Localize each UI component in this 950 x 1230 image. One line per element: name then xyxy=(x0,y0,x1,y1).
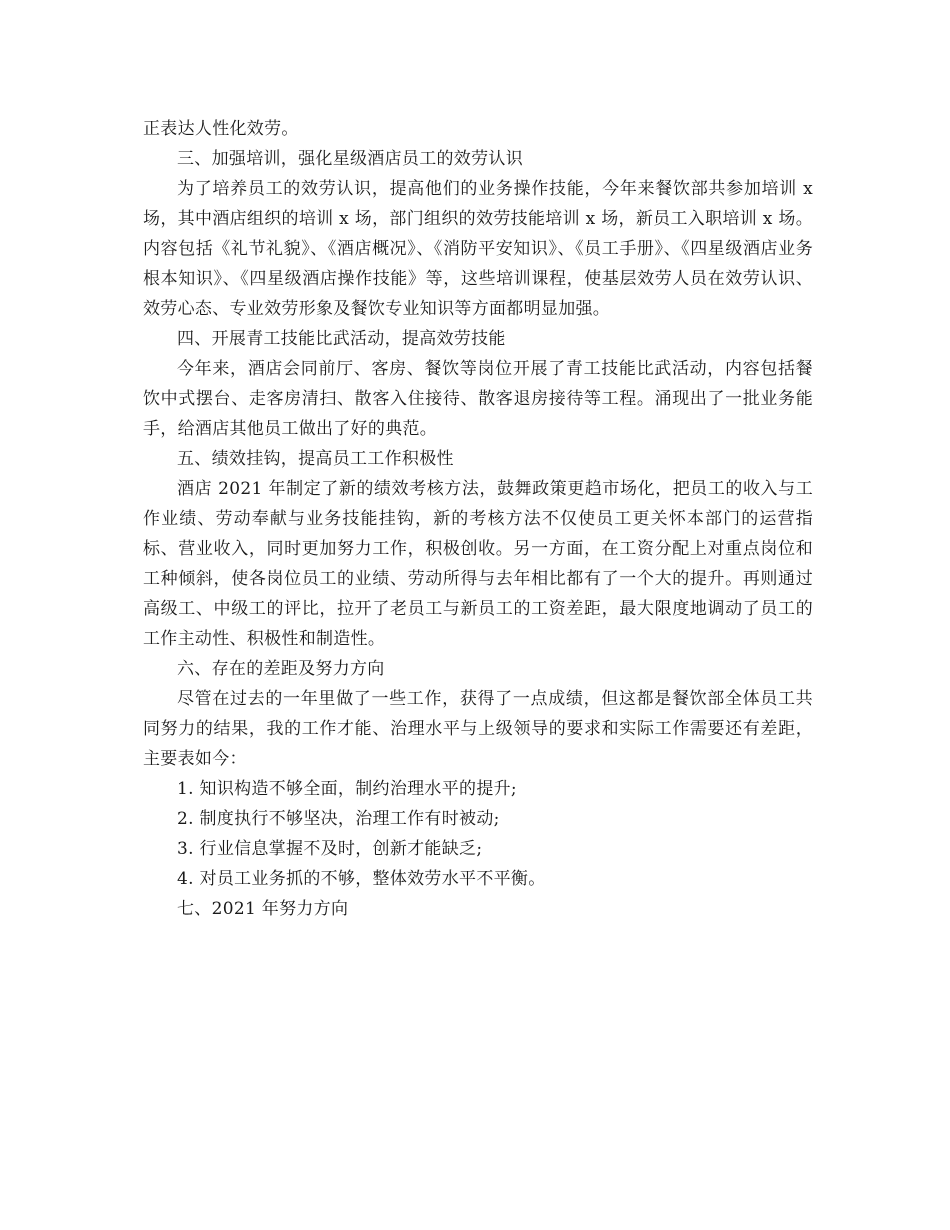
section-heading-training: 三、加强培训，强化星级酒店员工的效劳认识 xyxy=(177,149,523,169)
list-item-gap-1: 1. 知识构造不够全面，制约治理水平的提升; xyxy=(177,779,517,799)
list-item-gap-3: 3. 行业信息掌握不及时，创新才能缺乏; xyxy=(177,839,483,859)
section-heading-performance: 五、绩效挂钩，提高员工工作积极性 xyxy=(177,449,454,469)
document-body xyxy=(143,114,813,924)
paragraph-intro-tail: 正表达人性化效劳。 xyxy=(143,119,299,139)
section-heading-gaps: 六、存在的差距及努力方向 xyxy=(177,659,385,679)
section-heading-next-year: 七、2021 年努力方向 xyxy=(177,899,349,919)
list-item-gap-4: 4. 对员工业务抓的不够，整体效劳水平不平衡。 xyxy=(177,869,546,889)
paragraph-training: 为了培养员工的效劳认识，提高他们的业务操作技能，今年来餐饮部共参加培训 x 场，其中酒店组织的培训 x 场，部门组织的效劳技能培训 x 场，新员工入职培训 x 场。内容包括《礼节礼貌》、《酒店概况》、《消防平安知识》、《员工手册》、《四星级酒店业务根本知识》、《四星级酒店操作技能》等，这些培训课程，使基层效劳人员在效劳认识、效劳心态、专业效劳形象及餐饮专业知识等方面都明显加强。 xyxy=(143,179,813,319)
paragraph-gaps: 尽管在过去的一年里做了一些工作，获得了一点成绩，但这都是餐饮部全体员工共同努力的结果，我的工作才能、治理水平与上级领导的要求和实际工作需要还有差距，主要表如今： xyxy=(143,689,813,769)
section-heading-skills-contest: 四、开展青工技能比武活动，提高效劳技能 xyxy=(177,329,506,349)
paragraph-skills-contest: 今年来，酒店会同前厅、客房、餐饮等岗位开展了青工技能比武活动，内容包括餐饮中式摆台、走客房清扫、散客入住接待、散客退房接待等工程。涌现出了一批业务能手，给酒店其他员工做出了好的典范。 xyxy=(143,359,813,439)
list-item-gap-2: 2. 制度执行不够坚决，治理工作有时被动; xyxy=(177,809,500,829)
paragraph-performance: 酒店 2021 年制定了新的绩效考核方法，鼓舞政策更趋市场化，把员工的收入与工作业绩、劳动奉献与业务技能挂钩，新的考核方法不仅使员工更关怀本部门的运营指标、营业收入，同时更加努力工作，积极创收。另一方面，在工资分配上对重点岗位和工种倾斜，使各岗位员工的业绩、劳动所得与去年相比都有了一个大的提升。再则通过高级工、中级工的评比，拉开了老员工与新员工的工资差距，最大限度地调动了员工的工作主动性、积极性和制造性。 xyxy=(143,479,813,649)
